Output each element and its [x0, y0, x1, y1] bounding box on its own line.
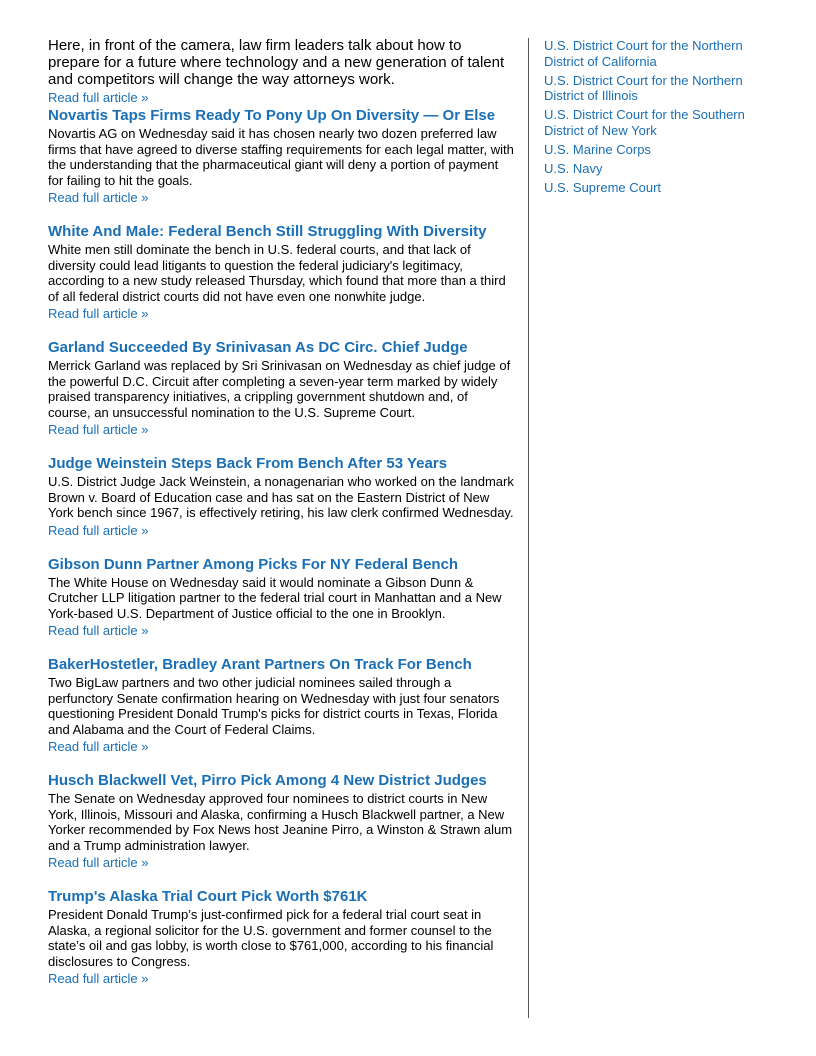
article-headline-link[interactable]: Novartis Taps Firms Ready To Pony Up On Diversity — Or Else	[48, 107, 496, 124]
article-summary: Merrick Garland was replaced by Sri Srinivasan on Wednesday as chief judge of the powerful D.C. Circuit after completing a seven-year term marked by widely praised transparency initiatives, a crippling government shutdown and, of course, an unsuccessful nomination to the U.S. Supreme Court.	[48, 358, 511, 420]
read-more-link[interactable]: Read full article »	[48, 855, 149, 870]
sidebar-link-ndcal[interactable]: U.S. District Court for the Northern District of California	[544, 38, 743, 69]
read-more-link[interactable]: Read full article »	[48, 971, 149, 986]
article-headline-link[interactable]: Judge Weinstein Steps Back From Bench After 53 Years	[48, 455, 448, 472]
article-item	[48, 107, 514, 206]
article-headline-link[interactable]: White And Male: Federal Bench Still Struggling With Diversity	[48, 223, 487, 240]
read-more-link[interactable]: Read full article »	[48, 306, 149, 321]
article-summary: The Senate on Wednesday approved four nominees to district courts in New York, Illinois, Missouri and Alaska, confirming a Husch Blackwell partner, a New Yorker recommended by Fox News host Jeanine Pirro, a Winston & Strawn alum and a Trump administration lawyer.	[48, 791, 513, 853]
sidebar-link-sdny[interactable]: U.S. District Court for the Southern District of New York	[544, 107, 745, 138]
article-item	[48, 556, 514, 640]
article-headline-link[interactable]: BakerHostetler, Bradley Arant Partners On Track For Bench	[48, 656, 472, 673]
article-summary: Two BigLaw partners and two other judicial nominees sailed through a perfunctory Senate confirmation hearing on Wednesday with just four senators questioning President Donald Trump's picks for district courts in Texas, Florida and Alabama and the Court of Federal Claims.	[48, 675, 500, 737]
read-more-link[interactable]: Read full article »	[48, 739, 149, 754]
article-summary: The White House on Wednesday said it would nominate a Gibson Dunn & Crutcher LLP litigation partner to the federal trial court in Manhattan and a New York-based U.S. Department of Justice official to the one in Brooklyn.	[48, 574, 502, 621]
column-divider	[528, 38, 529, 1018]
intro-read-more-link[interactable]: Read full article »	[48, 90, 149, 105]
sidebar-link-ndill[interactable]: U.S. District Court for the Northern District of Illinois	[544, 72, 743, 103]
article-item	[48, 888, 514, 987]
intro-text: Here, in front of the camera, law firm leaders talk about how to prepare for a future where technology and a new generation of talent and competitors will change the way attorneys work.	[48, 37, 505, 88]
article-headline-link[interactable]: Husch Blackwell Vet, Pirro Pick Among 4 New District Judges	[48, 772, 487, 789]
sidebar-link-navy[interactable]: U.S. Navy	[544, 160, 603, 176]
article-item	[48, 772, 514, 871]
article-headline-link[interactable]: Gibson Dunn Partner Among Picks For NY Federal Bench	[48, 555, 459, 573]
article-summary: Novartis AG on Wednesday said it has chosen nearly two dozen preferred law firms that have agreed to diverse staffing requirements for each legal matter, with the understanding that the pharmaceutical giant will deny a portion of payment for failing to hit the goals.	[48, 126, 514, 188]
article-summary: President Donald Trump’s just-confirmed pick for a federal trial court seat in Alaska, a regional solicitor for the U.S. government and former counsel to the state’s oil and gas lobby, is worth close to $761,000, according to his financial disclosures to Congress.	[48, 907, 494, 969]
article-headline-link[interactable]: Garland Succeeded By Srinivasan As DC Circ. Chief Judge	[48, 339, 468, 356]
article-headline-link[interactable]: Trump's Alaska Trial Court Pick Worth $761K	[48, 888, 368, 905]
main-column	[48, 37, 514, 987]
article-item	[48, 223, 514, 322]
article-summary: U.S. District Judge Jack Weinstein, a nonagenarian who worked on the landmark Brown v. Board of Education case and has sat on the Eastern District of New York bench since 1967, is effectively retiring, his law clerk confirmed Wednesday.	[48, 474, 514, 520]
read-more-link[interactable]: Read full article »	[48, 422, 149, 437]
article-item	[48, 455, 514, 539]
sidebar-link-supreme-court[interactable]: U.S. Supreme Court	[544, 179, 662, 195]
read-more-link[interactable]: Read full article »	[48, 522, 149, 538]
read-more-link[interactable]: Read full article »	[48, 190, 149, 205]
sidebar-link-marine-corps[interactable]: U.S. Marine Corps	[544, 141, 651, 157]
article-item	[48, 656, 514, 755]
article-summary: White men still dominate the bench in U.S. federal courts, and that lack of diversity could lead litigants to question the federal judiciary's legitimacy, according to a new study released Thursday, which found that more than a third of all federal district courts did not have even one nonwhite judge.	[48, 242, 506, 304]
read-more-link[interactable]: Read full article »	[48, 623, 149, 638]
article-item	[48, 339, 514, 438]
related-topics-sidebar	[544, 38, 784, 199]
